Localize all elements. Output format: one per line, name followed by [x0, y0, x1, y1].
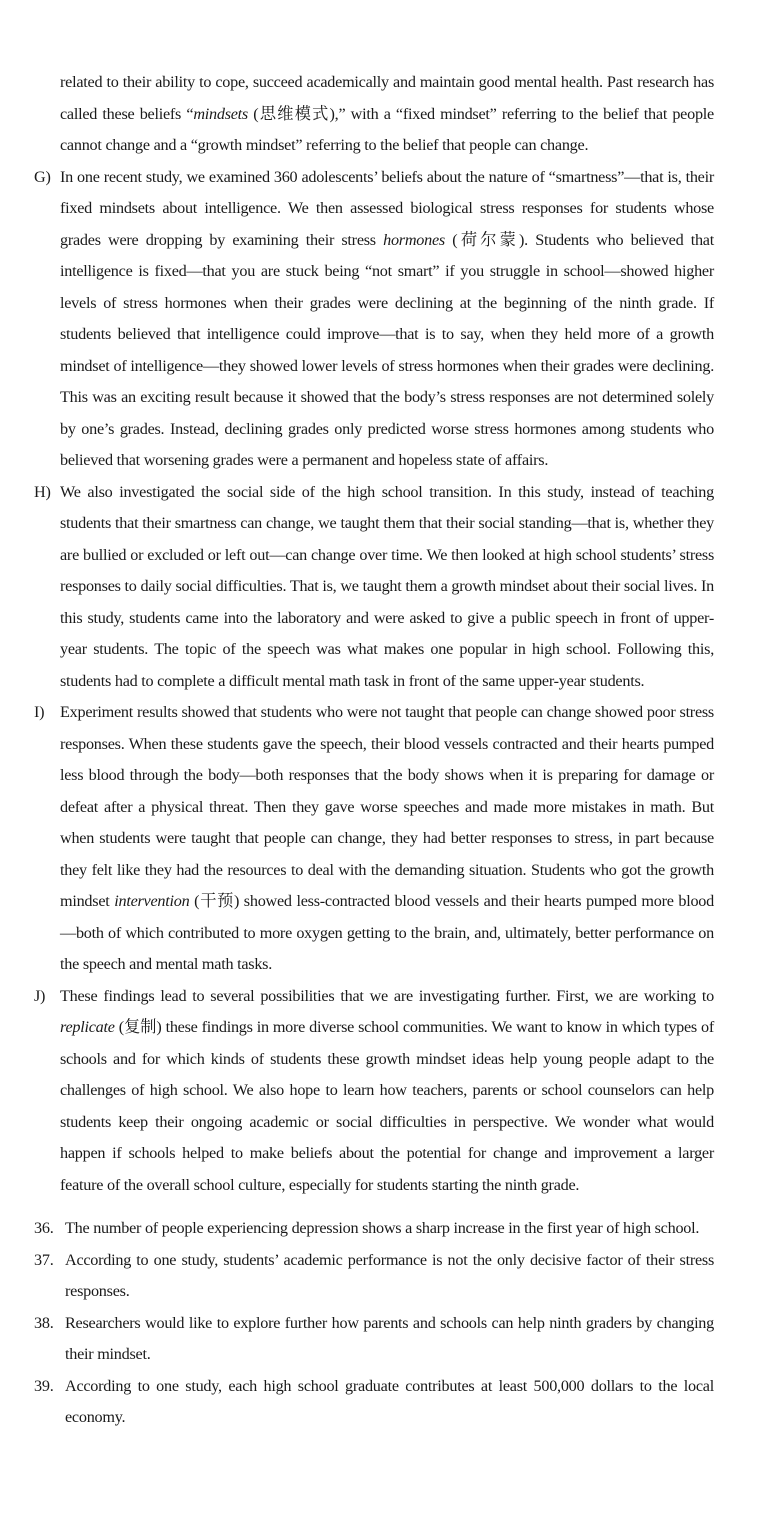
- question-text: The number of people experiencing depression shows a sharp increase in the first year of high school.: [65, 1219, 700, 1237]
- paragraph-i: [34, 697, 714, 981]
- paragraph-text-part-2: (思维模式),” with a “fixed mindset” referring to the belief that people cannot change and a “growth mindset” referring to the belief that people can change.: [60, 104, 714, 154]
- paragraph-j: [34, 981, 714, 1202]
- paragraph-letter: I): [34, 703, 45, 721]
- question-number: 38.: [34, 1313, 54, 1332]
- paragraph-term: replicate: [60, 1018, 115, 1036]
- paragraph-term: intervention: [114, 892, 190, 910]
- question-item: [34, 1213, 714, 1245]
- paragraph-text-part-1: We also investigated the social side of the high school transition. In this study, instead of teaching students that their smartness can change, we taught them that their social standing—that is, whether they are bullied or excluded or left out—can change over time. We then looked at high school students’ stress responses to daily social difficulties. That is, we taught them a growth mindset about their social lives. In this study, students came into the laboratory and were asked to give a public speech in front of upper-year students. The topic of the speech was what makes one popular in high school. Following this, students had to complete a difficult mental math task in front of the same upper-year students.: [60, 482, 714, 690]
- question-text: According to one study, each high school graduate contributes at least 500,000 dollars to the local economy.: [65, 1376, 714, 1426]
- paragraph-letter: G): [34, 167, 51, 186]
- paragraph-text-part-1: These findings lead to several possibilities that we are investigating further. First, we are working to: [60, 986, 714, 1005]
- paragraph-text-part-2: (荷尔蒙). Students who believed that intelligence is fixed—that you are stuck being “not smart” if you struggle in school—showed higher levels of stress hormones when their grades were declining at the beginning of the ninth grade. If students believed that intelligence could improve—that is to say, when they held more of a growth mindset of intelligence—they showed lower levels of stress hormones when their grades were declining. This was an exciting result because it showed that the body’s stress responses are not determined solely by one’s grades. Instead, declining grades only predicted worse stress hormones among students who believed that worsening grades were a permanent and hopeless state of affairs.: [60, 230, 714, 469]
- paragraph-text-part-2: (复制) these findings in more diverse school communities. We want to know in which types of schools and for which kinds of students these growth mindset ideas help young people adapt to the challenges of high school. We also hope to learn how teachers, parents or school counselors can help students keep their ongoing academic or social difficulties in perspective. We wonder what would happen if schools helped to make beliefs about the potential for change and improvement a larger feature of the overall school culture, especially for students starting the ninth grade.: [60, 1018, 714, 1194]
- paragraph-text-part-1: Experiment results showed that students who were not taught that people can change showed poor stress responses. When these students gave the speech, their blood vessels contracted and their hearts pumped less blood through the body—both responses that the body shows when it is preparing for damage or defeat after a physical threat. Then they gave worse speeches and made more mistakes in math. But when students were taught that people can change, they had better responses to stress, in part because they felt like they had the resources to deal with the demanding situation. Students who got the growth mindset: [60, 703, 714, 910]
- paragraph-text-part-1: related to their ability to cope, succeed academically and maintain good mental health. Past research has called these beliefs “: [60, 73, 714, 123]
- question-text: According to one study, students’ academic performance is not the only decisive factor of their stress responses.: [65, 1250, 714, 1300]
- question-item: [34, 1308, 714, 1371]
- paragraph-letter: H): [34, 482, 51, 501]
- paragraph-letter: J): [34, 986, 46, 1005]
- question-item: [34, 1371, 714, 1434]
- question-number: 37.: [34, 1250, 54, 1269]
- question-item: [34, 1245, 714, 1308]
- paragraph-f-continued: [34, 67, 714, 162]
- question-number: 39.: [34, 1376, 54, 1395]
- paragraph-h: [34, 477, 714, 698]
- paragraph-term: mindsets: [193, 104, 248, 123]
- paragraph-g: [34, 162, 714, 477]
- question-list: [34, 1213, 714, 1434]
- paragraph-text-part-2: (干预) showed less-contracted blood vessels and their hearts pumped more blood—both of which contributed to more oxygen getting to the brain, and, ultimately, better performance on the speech and mental math tasks.: [60, 892, 714, 973]
- question-text: Researchers would like to explore further how parents and schools can help ninth graders by changing their mindset.: [65, 1313, 714, 1363]
- paragraph-text-part-1: In one recent study, we examined 360 adolescents’ beliefs about the nature of “smartness”—that is, their fixed mindsets about intelligence. We then assessed biological stress responses for students whose grades were dropping by examining their stress: [60, 167, 714, 249]
- question-number: 36.: [34, 1219, 54, 1237]
- paragraph-term: hormones: [383, 230, 445, 249]
